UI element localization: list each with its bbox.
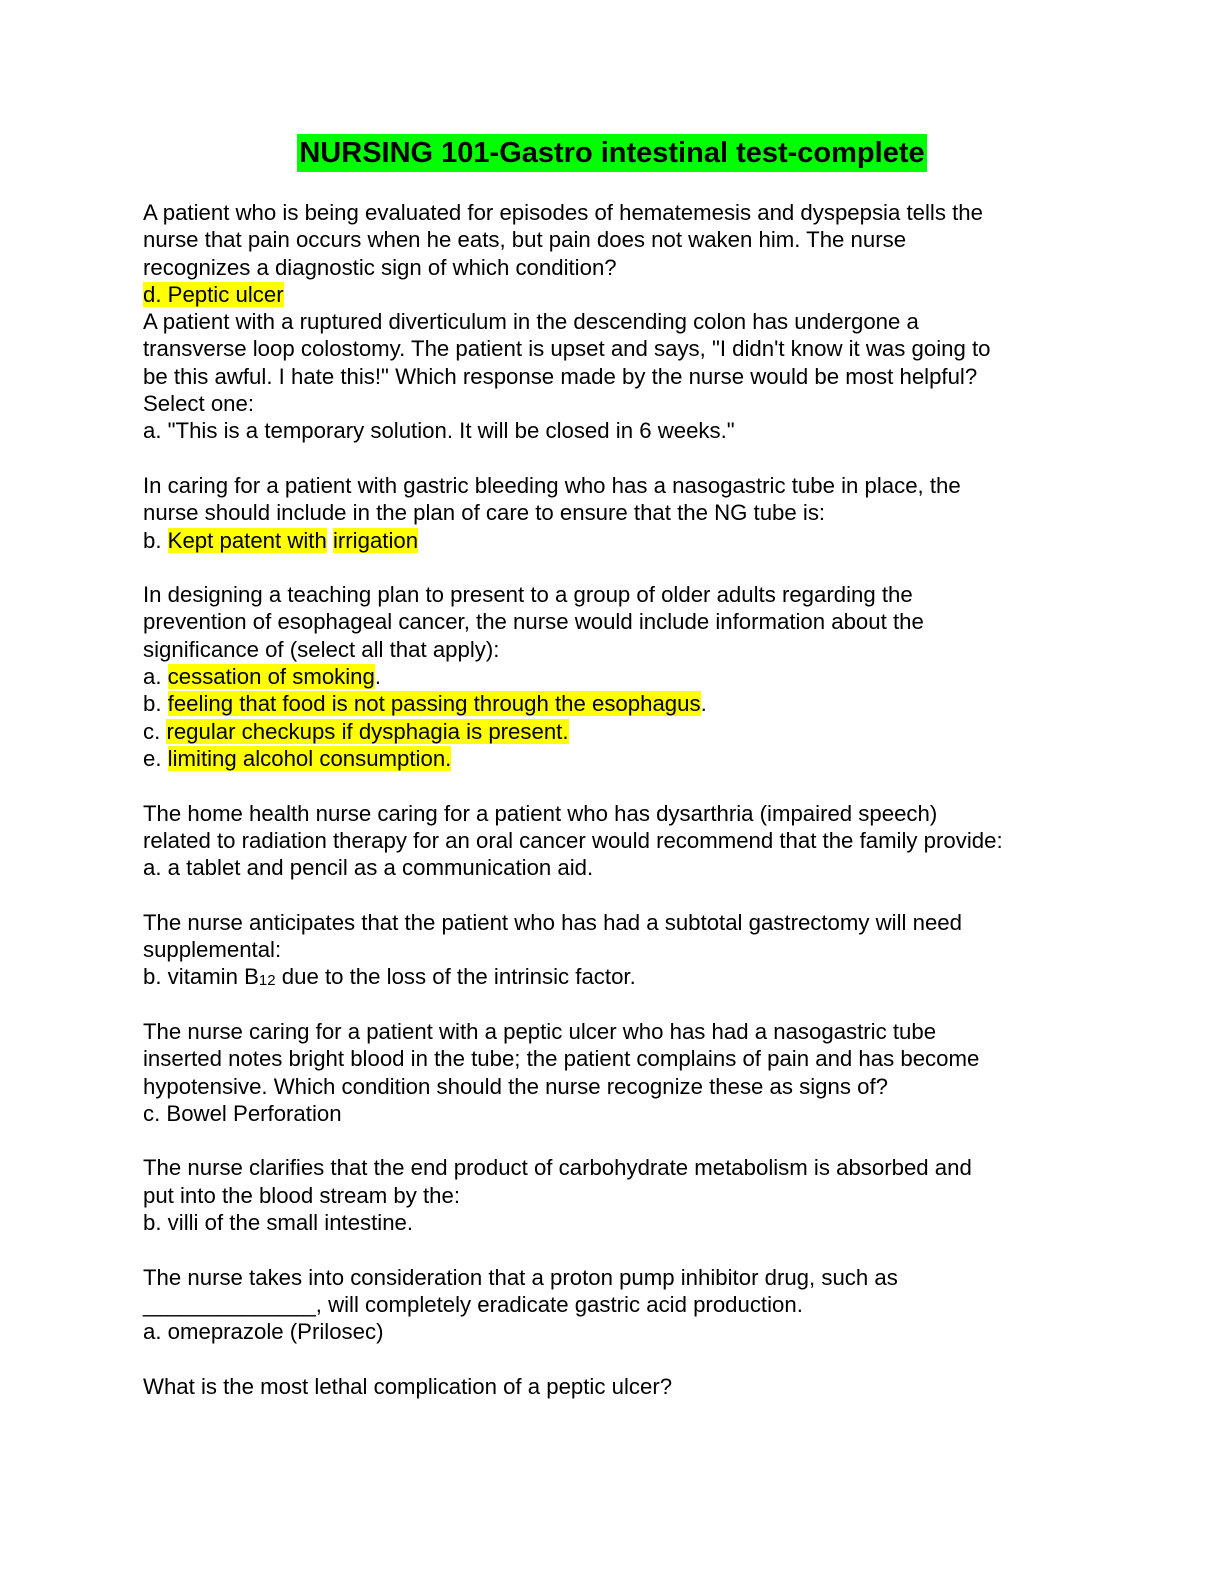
answer-text: cessation of smoking (167, 664, 375, 690)
question-8 (143, 1154, 1083, 1236)
question-6 (143, 909, 1083, 991)
question-7-line-3: hypotensive. Which condition should the nurse recognize these as signs of? (143, 1073, 888, 1099)
question-3-answer (143, 527, 1083, 554)
question-4-answer-e (143, 745, 1083, 772)
question-7-answer: c. Bowel Perforation (143, 1100, 342, 1126)
question-4-answer-c (143, 718, 1083, 745)
question-1 (143, 199, 1083, 308)
answer-pre: b. vitamin B (143, 964, 259, 990)
question-1-line-2: nurse that pain occurs when he eats, but pain does not waken him. The nurse (143, 227, 907, 253)
question-4-line-3: significance of (select all that apply): (143, 636, 500, 662)
question-5-line-2: related to radiation therapy for an oral cancer would recommend that the family provide: (143, 827, 1003, 853)
spacer (143, 772, 1083, 799)
spacer (143, 881, 1083, 908)
question-2-line-1: A patient with a ruptured diverticulum in the descending colon has undergone a (143, 309, 919, 335)
question-2-line-4: Select one: (143, 391, 255, 417)
question-8-line-2: put into the blood stream by the: (143, 1182, 460, 1208)
question-2-answer: a. "This is a temporary solution. It will be closed in 6 weeks." (143, 418, 735, 444)
spacer (143, 991, 1083, 1018)
answer-prefix: c. (143, 718, 167, 744)
spacer (143, 1236, 1083, 1263)
question-9-answer: a. omeprazole (Prilosec) (143, 1319, 384, 1345)
question-3-line-2: nurse should include in the plan of care to ensure that the NG tube is: (143, 500, 826, 526)
question-5-line-1: The home health nurse caring for a patient who has dysarthria (impaired speech) (143, 800, 938, 826)
question-1-line-3: recognizes a diagnostic sign of which condition? (143, 254, 617, 280)
question-8-answer: b. villi of the small intestine. (143, 1209, 414, 1235)
question-2-line-3: be this awful. I hate this!" Which response made by the nurse would be most helpful? (143, 363, 978, 389)
document-body (143, 199, 1083, 1400)
question-4-line-2: prevention of esophageal cancer, the nurse would include information about the (143, 609, 924, 635)
question-6-line-1: The nurse anticipates that the patient who has had a subtotal gastrectomy will need (143, 909, 962, 935)
question-7 (143, 1018, 1083, 1127)
answer-text: limiting alcohol consumption. (167, 745, 452, 771)
question-6-answer (143, 963, 1083, 990)
question-1-line-1: A patient who is being evaluated for episodes of hematemesis and dyspepsia tells the (143, 200, 983, 225)
question-1-answer-text: d. Peptic ulcer (143, 281, 284, 307)
page-title: NURSING 101-Gastro intestinal test-complete (297, 134, 926, 172)
question-3-line-1: In caring for a patient with gastric bleeding who has a nasogastric tube in place, the (143, 472, 961, 498)
spacer (143, 554, 1083, 581)
question-3-answer-part-2: irrigation (332, 527, 419, 553)
answer-suffix: . (374, 664, 382, 690)
question-7-line-1: The nurse caring for a patient with a peptic ulcer who has had a nasogastric tube (143, 1018, 937, 1044)
answer-text: feeling that food is not passing through the esophagus (167, 691, 701, 717)
question-2-line-2: transverse loop colostomy. The patient is upset and says, "I didn't know it was going to (143, 336, 991, 362)
question-2 (143, 308, 1083, 444)
spacer (143, 445, 1083, 472)
answer-suffix: . (700, 691, 707, 717)
question-4 (143, 581, 1083, 772)
answer-post: due to the loss of the intrinsic factor. (275, 964, 636, 990)
spacer (143, 1345, 1083, 1372)
question-8-line-1: The nurse clarifies that the end product of carbohydrate metabolism is absorbed and (143, 1155, 972, 1181)
answer-prefix: b. (143, 691, 168, 717)
answer-prefix: e. (143, 745, 168, 771)
question-5-answer: a. a tablet and pencil as a communication aid. (143, 855, 594, 881)
question-1-answer (143, 281, 1083, 308)
answer-text: regular checkups if dysphagia is present. (166, 718, 569, 744)
question-4-answer-b (143, 690, 1083, 717)
question-10-line-1: What is the most lethal complication of a peptic ulcer? (143, 1373, 673, 1399)
answer-subscript: 12 (258, 972, 276, 990)
answer-prefix: a. (143, 664, 168, 690)
title-container (0, 134, 1224, 172)
question-3-answer-prefix: b. (143, 527, 168, 553)
question-6-line-2: supplemental: (143, 937, 282, 963)
question-3 (143, 472, 1083, 554)
question-7-line-2: inserted notes bright blood in the tube; the patient complains of pain and has become (143, 1046, 980, 1072)
question-5 (143, 800, 1083, 882)
spacer (143, 1127, 1083, 1154)
question-4-line-1: In designing a teaching plan to present to a group of older adults regarding the (143, 582, 913, 608)
question-3-answer-part-1: Kept patent with (167, 527, 327, 553)
question-9 (143, 1264, 1083, 1346)
question-4-answer-a (143, 663, 1083, 690)
question-10 (143, 1373, 1083, 1400)
question-9-line-1: The nurse takes into consideration that a proton pump inhibitor drug, such as (143, 1264, 898, 1290)
question-9-line-2: ______________, will completely eradicate gastric acid production. (143, 1291, 803, 1317)
